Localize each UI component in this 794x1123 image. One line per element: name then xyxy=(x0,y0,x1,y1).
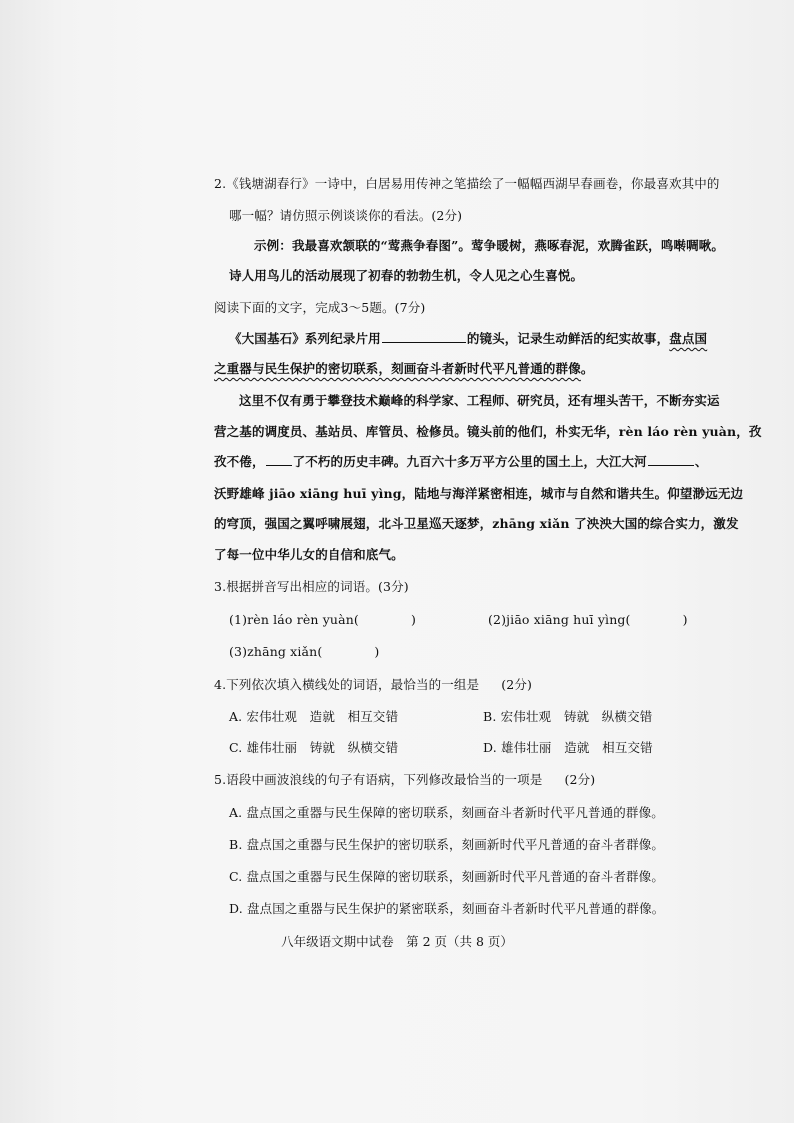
q4-stem-text: 4.下列依次填入横线处的词语，最恰当的一组是 xyxy=(214,677,480,692)
q4-stem xyxy=(214,677,532,693)
q5-score: (2分) xyxy=(564,772,596,787)
q5-stem-text: 5.语段中画波浪线的句子有语病，下列修改最恰当的一项是 xyxy=(214,772,543,787)
q3-item1-close: ) xyxy=(410,612,416,627)
q5-option-a[interactable]: A. 盘点国之重器与民生保障的密切联系，刻画奋斗者新时代平凡普通的群像。 xyxy=(229,805,664,820)
q3-item3-pinyin: (3)zhāng xiǎn( xyxy=(229,644,323,659)
passage-p2-line1: 这里不仅有勇于攀登技术巅峰的科学家、工程师、研究员，还有埋头苦干，不断夯实运 xyxy=(239,393,720,408)
q4-option-c[interactable]: C. 雄伟壮丽 铸就 纵横交错 xyxy=(229,740,399,755)
passage-p2-line6: 了每一位中华儿女的自信和底气。 xyxy=(214,547,404,562)
passage-p2-line2: 营之基的调度员、基站员、库管员、检修员。镜头前的他们，朴实无华，rèn láo rèn yuàn，孜 xyxy=(214,424,762,439)
q4-score: (2分) xyxy=(501,677,533,692)
q5-stem xyxy=(214,772,595,788)
passage-p2-line4: 沃野雄峰 jiāo xiāng huī yìng，陆地与海洋紧密相连，城市与自然和谐共生。仰望渺远无边 xyxy=(214,486,744,501)
q3-item2-pinyin: (2)jiāo xiāng huī yìng( xyxy=(488,612,631,627)
q3-item2-close: ) xyxy=(682,612,688,627)
q2-line1: 2.《钱塘湖春行》一诗中，白居易用传神之笔描绘了一幅幅西湖早春画卷，你最喜欢其中的 xyxy=(214,176,720,191)
q2-line2: 哪一幅？请仿照示例谈谈你的看法。(2分) xyxy=(229,208,463,223)
q4-option-d[interactable]: D. 雄伟壮丽 造就 相互交错 xyxy=(483,740,653,755)
passage-p2-text-b: 了不朽的历史丰碑。九百六十多万平方公里的国土上，大江大河 xyxy=(292,454,647,469)
q3-item3 xyxy=(229,644,379,660)
page-footer: 八年级语文期中试卷 第 2 页（共 8 页） xyxy=(281,934,513,949)
q5-option-b[interactable]: B. 盘点国之重器与民生保护的密切联系，刻画新时代平凡普通的奋斗者群像。 xyxy=(229,837,665,852)
q3-item2-answer[interactable] xyxy=(632,612,682,624)
q5-option-c[interactable]: C. 盘点国之重器与民生保障的密切联系，刻画新时代平凡普通的奋斗者群像。 xyxy=(229,869,664,884)
passage-p1-text-b: 的镜头，记录生动鲜活的纪实故事， xyxy=(466,331,670,346)
passage-p1-line1 xyxy=(229,331,707,347)
q3-item1 xyxy=(229,612,416,628)
q4-option-a[interactable]: A. 宏伟壮观 造就 相互交错 xyxy=(229,709,399,724)
q2-example-line1: 示例：我最喜欢颔联的“莺燕争春图”。莺争暖树，燕啄春泥，欢腾雀跃，鸣啭啁啾。 xyxy=(254,238,725,253)
passage-p2-text-a: 孜不倦， xyxy=(214,454,265,469)
q4-option-b[interactable]: B. 宏伟壮观 铸就 纵横交错 xyxy=(483,709,653,724)
passage-p2-line5: 的穹顶，强国之翼呼啸展翅，北斗卫星巡天逐梦，zhāng xiǎn 了泱泱大国的综合实力，激发 xyxy=(214,516,739,531)
q3-item3-answer[interactable] xyxy=(323,644,373,656)
passage-p1-end: 。 xyxy=(580,361,594,376)
passage-p1-text-a: 《大国基石》系列纪录片用 xyxy=(229,331,381,346)
wavy-sentence-part2: 之重器与民生保护的密切联系，刻画奋斗者新时代平凡普通的群像 xyxy=(214,361,581,376)
q2-example-line2: 诗人用鸟儿的活动展现了初春的勃勃生机，令人见之心生喜悦。 xyxy=(229,268,584,283)
q3-item1-answer[interactable] xyxy=(360,612,410,624)
answer-blank-1[interactable] xyxy=(382,331,466,343)
wavy-sentence-part1: 盘点国 xyxy=(669,331,708,346)
passage-p1-line2 xyxy=(214,361,594,377)
answer-blank-3[interactable] xyxy=(648,454,694,466)
q5-option-d[interactable]: D. 盘点国之重器与民生保护的紧密联系，刻画奋斗者新时代平凡普通的群像。 xyxy=(229,901,665,916)
q3-stem: 3.根据拼音写出相应的词语。(3分) xyxy=(214,579,409,594)
answer-blank-2[interactable] xyxy=(266,454,292,466)
q3-item1-pinyin: (1)rèn láo rèn yuàn( xyxy=(229,612,359,627)
q3-item3-close: ) xyxy=(374,644,380,659)
q3-item2 xyxy=(488,612,688,628)
passage-p2-text-c: 、 xyxy=(694,454,708,469)
reading-intro: 阅读下面的文字，完成3～5题。(7分) xyxy=(214,300,426,315)
passage-p2-line3 xyxy=(214,454,707,470)
